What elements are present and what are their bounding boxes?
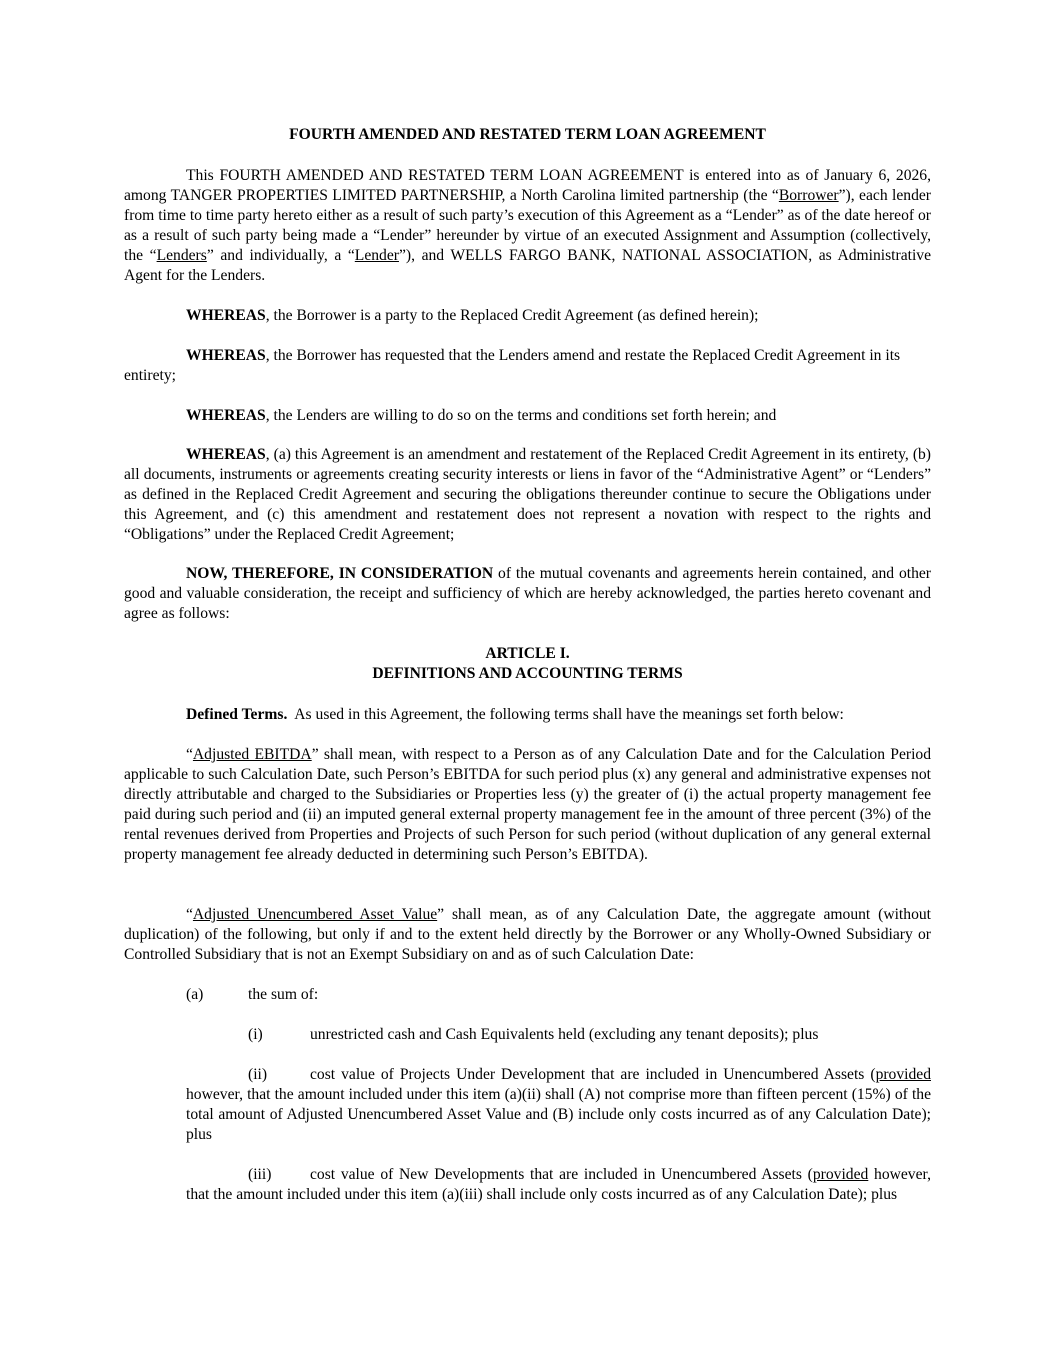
whereas-label: WHEREAS [186, 307, 266, 324]
whereas-paragraph [124, 346, 931, 386]
definition-text: ” shall mean, with respect to a Person as of any Calculation Date and for the Calculation Period applicable to such Calculation Date, such Person’s EBITDA for such period plus (x) any general and administrative expenses not directly attributable and charged to the Subsidiaries or Properties less (y) the greater of (i) the actual property management fee paid during such period and (ii) an imputed general external property management fee in the amount of three percent (3%) of the rental revenues derived from Properties and Projects of such Person for such period (without duplication of any general external property management fee already deducted in determining such Person’s EBITDA). [124, 746, 932, 863]
item-i-text: unrestricted cash and Cash Equivalents held (excluding any tenant deposits); plus [310, 1026, 819, 1043]
item-ii-label: (ii) [248, 1066, 268, 1083]
now-therefore-text: of the mutual covenants and agreements herein contained, and other good and valuable consideration, the receipt and sufficiency of which are hereby acknowledged, the parties hereto covenant and agree as follows: [124, 565, 931, 622]
defined-term-borrower: Borrower [778, 187, 839, 204]
item-iii-text-2: however, that the amount included under this item (a)(iii) shall include only costs incurred as of any Calculation Date); plus [186, 1166, 931, 1203]
now-therefore-paragraph [124, 564, 931, 624]
defined-term: Adjusted Unencumbered Asset Value [192, 906, 438, 923]
provided-term: provided [812, 1166, 869, 1183]
defined-term-lender: Lender [354, 247, 399, 264]
definition-text: ” shall mean, as of any Calculation Date, the aggregate amount (without duplication) of the following, but only if and to the extent held directly by the Borrower or any Wholly-Owned Subsidiary or Controlled Subsidiary that is not an Exempt Subsidiary on and as of such Calculation Date: [124, 906, 931, 963]
whereas-text: , (a) this Agreement is an amendment and restatement of the Replaced Credit Agreement in its entirety, (b) all documents, instruments or agreements creating security interests or liens in favor of the “Administrative Agent” or “Lenders” as defined in the Replaced Credit Agreement and securing the obligations thereunder continue to secure the Obligations under this Agreement, and (c) this amendment and restatement does not represent a novation with respect to the rights and “Obligations” under the Replaced Credit Agreement; [124, 446, 931, 543]
quote-open: “ [186, 746, 193, 763]
item-ii [186, 1065, 931, 1145]
defined-terms-text: As used in this Agreement, the following terms shall have the meanings set forth below: [287, 706, 844, 723]
whereas-label: WHEREAS [186, 347, 266, 364]
whereas-paragraph [124, 306, 931, 326]
whereas-text: , the Borrower has requested that the Lenders amend and restate the Replaced Credit Agreement in its entirety; [124, 347, 901, 384]
whereas-text: , the Borrower is a party to the Replaced Credit Agreement (as defined herein); [265, 307, 759, 324]
intro-text-3: ” and individually, a “ [206, 247, 355, 264]
intro-paragraph [124, 166, 931, 286]
defined-terms-paragraph [124, 705, 931, 725]
definition-adjusted-unencumbered-asset-value [124, 905, 931, 965]
article-number: ARTICLE I. [485, 645, 570, 662]
intro-text-1: This FOURTH AMENDED AND RESTATED TERM LOAN AGREEMENT is entered into as of January 6, 2026, among TANGER PROPERTIES LIMITED PARTNERSHIP, a North Carolina limited partnership (the “ [124, 167, 931, 204]
now-therefore-label: NOW, THEREFORE, IN CONSIDERATION [186, 565, 494, 582]
article-heading: DEFINITIONS AND ACCOUNTING TERMS [372, 665, 683, 682]
defined-term-lenders: Lenders [156, 247, 207, 264]
clause-a-label: (a) [186, 986, 204, 1003]
provided-term: provided [875, 1066, 931, 1083]
intro-text-2: ”), each lender from time to time party hereto either as a result of such party’s execution of this Agreement as a “Lender” as of the date hereof or as a result of such party being made a “Lender” hereunder by virtue of an executed Assignment and Assumption (collectively, the “ [124, 187, 931, 264]
defined-terms-label: Defined Terms. [186, 706, 288, 723]
quote-open: “ [186, 906, 193, 923]
whereas-paragraph [124, 445, 931, 545]
whereas-paragraph [124, 406, 931, 426]
whereas-label: WHEREAS [186, 446, 266, 463]
item-iii [186, 1165, 931, 1205]
item-iii-label: (iii) [248, 1166, 272, 1183]
item-ii-text-2: however, that the amount included under this item (a)(ii) shall (A) not comprise more than fifteen percent (15%) of the total amount of Adjusted Unencumbered Asset Value and (B) include only costs incurred as of any Calculation Date); plus [186, 1086, 931, 1143]
intro-text-4: ”), and WELLS FARGO BANK, NATIONAL ASSOCIATION, as Administrative Agent for the Lenders. [124, 247, 932, 284]
whereas-text: , the Lenders are willing to do so on the terms and conditions set forth herein; and [265, 407, 777, 424]
defined-term: Adjusted EBITDA [192, 746, 312, 763]
item-i-label: (i) [248, 1026, 263, 1043]
item-iii-text-1: cost value of New Developments that are included in Unencumbered Assets ( [310, 1166, 813, 1183]
clause-a-text: the sum of: [248, 986, 319, 1003]
definition-adjusted-ebitda [124, 745, 931, 865]
document-title: FOURTH AMENDED AND RESTATED TERM LOAN AGREEMENT [289, 126, 766, 143]
item-ii-text-1: cost value of Projects Under Development that are included in Unencumbered Assets ( [310, 1066, 876, 1083]
whereas-label: WHEREAS [186, 407, 266, 424]
